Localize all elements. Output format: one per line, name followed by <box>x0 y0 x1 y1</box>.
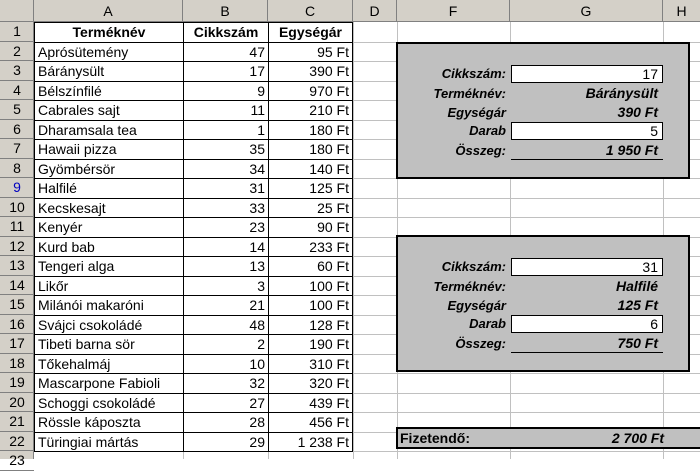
table-row <box>35 257 353 277</box>
unit-price-cell[interactable]: 390 Ft <box>269 62 353 82</box>
item-code-cell[interactable]: 31 <box>184 179 269 199</box>
code-label-1: Cikkszám: <box>441 66 506 81</box>
row-header-5[interactable]: 5 <box>0 100 34 120</box>
unit-price-cell[interactable]: 180 Ft <box>269 120 353 140</box>
lookup-box-1 <box>396 42 690 179</box>
unit-price-cell[interactable]: 90 Ft <box>269 218 353 238</box>
unit-price-cell[interactable]: 25 Ft <box>269 198 353 218</box>
table-row <box>35 413 353 433</box>
table-row <box>35 276 353 296</box>
unit-price-cell[interactable]: 310 Ft <box>269 354 353 374</box>
product-name-cell[interactable]: Mascarpone Fabioli <box>35 374 184 394</box>
row-header-23[interactable]: 23 <box>0 451 34 471</box>
qty-input-1[interactable]: 5 <box>511 122 663 140</box>
column-header-h[interactable]: H <box>676 3 687 19</box>
table-row <box>35 159 353 179</box>
column-header-g[interactable]: G <box>510 0 663 22</box>
unit-price-cell[interactable]: 180 Ft <box>269 140 353 160</box>
sum-value-1: 1 950 Ft <box>511 141 663 160</box>
name-value-2: Halfilé <box>615 278 658 294</box>
row-header-20[interactable]: 20 <box>0 393 34 413</box>
total-payable-bar <box>396 427 700 449</box>
row-header-11[interactable]: 11 <box>0 217 34 237</box>
select-all-corner[interactable] <box>0 0 34 22</box>
code-input-2[interactable]: 31 <box>511 258 663 276</box>
row-header-12[interactable]: 12 <box>0 237 34 257</box>
product-name-cell[interactable]: Tőkehalmáj <box>35 354 184 374</box>
item-code-cell[interactable]: 1 <box>184 120 269 140</box>
row-header-1[interactable]: 1 <box>0 22 34 42</box>
total-value: 2 700 Ft <box>611 430 664 446</box>
name-value-1: Báránysült <box>585 85 658 101</box>
price-value-1: 390 Ft <box>617 104 658 120</box>
table-row <box>35 42 353 62</box>
product-name-cell[interactable]: Likőr <box>35 276 184 296</box>
item-code-cell[interactable]: 13 <box>184 257 269 277</box>
row-header-15[interactable]: 15 <box>0 295 34 315</box>
item-code-cell[interactable]: 48 <box>184 315 269 335</box>
table-row <box>35 335 353 355</box>
product-name-cell[interactable]: Báránysült <box>35 62 184 82</box>
table-row <box>35 198 353 218</box>
product-name-cell[interactable]: Gyömbérsör <box>35 159 184 179</box>
header-item-code[interactable]: Cikkszám <box>184 23 269 43</box>
header-product-name[interactable]: Terméknév <box>35 23 184 43</box>
row-header-3[interactable]: 3 <box>0 61 34 81</box>
row-header-18[interactable]: 18 <box>0 354 34 374</box>
total-label: Fizetendő: <box>400 430 470 446</box>
unit-price-cell[interactable]: 128 Ft <box>269 315 353 335</box>
item-code-cell[interactable]: 14 <box>184 237 269 257</box>
item-code-cell[interactable]: 29 <box>184 432 269 452</box>
item-code-cell[interactable]: 33 <box>184 198 269 218</box>
unit-price-cell[interactable]: 970 Ft <box>269 81 353 101</box>
product-name-cell[interactable]: Kurd bab <box>35 237 184 257</box>
table-row <box>35 432 353 452</box>
row-header-13[interactable]: 13 <box>0 256 34 276</box>
qty-label-2: Darab <box>469 316 506 331</box>
row-header-10[interactable]: 10 <box>0 198 34 218</box>
unit-price-cell[interactable]: 125 Ft <box>269 179 353 199</box>
product-name-cell[interactable]: Rössle káposzta <box>35 413 184 433</box>
item-code-cell[interactable]: 27 <box>184 393 269 413</box>
row-header-17[interactable]: 17 <box>0 334 34 354</box>
item-code-cell[interactable]: 32 <box>184 374 269 394</box>
product-name-cell[interactable]: Tibeti barna sör <box>35 335 184 355</box>
product-name-cell[interactable]: Türingiai mártás <box>35 432 184 452</box>
product-name-cell[interactable]: Schoggi csokoládé <box>35 393 184 413</box>
unit-price-cell[interactable]: 100 Ft <box>269 296 353 316</box>
price-label-1: Egységár <box>447 105 506 120</box>
lookup-box-2 <box>396 235 690 372</box>
code-input-1[interactable]: 17 <box>511 65 663 83</box>
sum-label-2: Összeg: <box>455 336 506 351</box>
unit-price-cell[interactable]: 210 Ft <box>269 101 353 121</box>
sum-value-2: 750 Ft <box>511 334 663 353</box>
row-header-4[interactable]: 4 <box>0 81 34 101</box>
column-header-a[interactable]: A <box>34 0 183 22</box>
sum-label-1: Összeg: <box>455 143 506 158</box>
item-code-cell[interactable]: 3 <box>184 276 269 296</box>
name-label-2: Terméknév: <box>433 279 506 294</box>
table-row <box>35 393 353 413</box>
qty-label-1: Darab <box>469 123 506 138</box>
column-header-d[interactable]: D <box>353 0 397 22</box>
item-code-cell[interactable]: 17 <box>184 62 269 82</box>
table-row <box>35 101 353 121</box>
unit-price-cell[interactable]: 320 Ft <box>269 374 353 394</box>
item-code-cell[interactable]: 23 <box>184 218 269 238</box>
product-name-cell[interactable]: Dharamsala tea <box>35 120 184 140</box>
price-value-2: 125 Ft <box>617 297 658 313</box>
table-row <box>35 179 353 199</box>
unit-price-cell[interactable]: 456 Ft <box>269 413 353 433</box>
table-row <box>35 120 353 140</box>
row-header-16[interactable]: 16 <box>0 315 34 335</box>
item-code-cell[interactable]: 28 <box>184 413 269 433</box>
header-unit-price[interactable]: Egységár <box>269 23 353 43</box>
column-header-b[interactable]: B <box>183 0 268 22</box>
product-name-cell[interactable]: Bélszínfilé <box>35 81 184 101</box>
item-code-cell[interactable]: 34 <box>184 159 269 179</box>
item-code-cell[interactable]: 21 <box>184 296 269 316</box>
unit-price-cell[interactable]: 439 Ft <box>269 393 353 413</box>
product-name-cell[interactable]: Cabrales sajt <box>35 101 184 121</box>
table-row <box>35 140 353 160</box>
unit-price-cell[interactable]: 60 Ft <box>269 257 353 277</box>
unit-price-cell[interactable]: 100 Ft <box>269 276 353 296</box>
item-code-cell[interactable]: 9 <box>184 81 269 101</box>
product-name-cell[interactable]: Hawaii pizza <box>35 140 184 160</box>
item-code-cell[interactable]: 11 <box>184 101 269 121</box>
table-row <box>35 374 353 394</box>
code-label-2: Cikkszám: <box>441 259 506 274</box>
product-name-cell[interactable]: Kecskesajt <box>35 198 184 218</box>
unit-price-cell[interactable]: 140 Ft <box>269 159 353 179</box>
product-name-cell[interactable]: Halfilé <box>35 179 184 199</box>
product-name-cell[interactable]: Tengeri alga <box>35 257 184 277</box>
table-row <box>35 62 353 82</box>
row-header-6[interactable]: 6 <box>0 120 34 140</box>
row-header-9[interactable]: 9 <box>0 178 34 198</box>
table-row <box>35 218 353 238</box>
item-code-cell[interactable]: 47 <box>184 42 269 62</box>
table-row <box>35 296 353 316</box>
table-row <box>35 354 353 374</box>
column-header-c[interactable]: C <box>268 0 353 22</box>
row-header-bar <box>0 22 34 468</box>
row-header-14[interactable]: 14 <box>0 276 34 296</box>
name-label-1: Terméknév: <box>433 86 506 101</box>
table-header-row <box>35 23 353 43</box>
product-name-cell[interactable]: Kenyér <box>35 218 184 238</box>
row-header-21[interactable]: 21 <box>0 412 34 432</box>
unit-price-cell[interactable]: 95 Ft <box>269 42 353 62</box>
row-header-22[interactable]: 22 <box>0 432 34 452</box>
unit-price-cell[interactable]: 1 238 Ft <box>269 432 353 452</box>
product-name-cell[interactable]: Svájci csokoládé <box>35 315 184 335</box>
table-row <box>35 237 353 257</box>
product-name-cell[interactable]: Aprósütemény <box>35 42 184 62</box>
qty-input-2[interactable]: 6 <box>511 315 663 333</box>
table-row <box>35 81 353 101</box>
unit-price-cell[interactable]: 190 Ft <box>269 335 353 355</box>
column-header-f[interactable]: F <box>397 0 510 22</box>
item-code-cell[interactable]: 10 <box>184 354 269 374</box>
row-header-2[interactable]: 2 <box>0 42 34 62</box>
row-header-19[interactable]: 19 <box>0 373 34 393</box>
product-name-cell[interactable]: Milánói makaróni <box>35 296 184 316</box>
row-header-8[interactable]: 8 <box>0 159 34 179</box>
item-code-cell[interactable]: 35 <box>184 140 269 160</box>
unit-price-cell[interactable]: 233 Ft <box>269 237 353 257</box>
column-header-bar <box>0 0 700 22</box>
row-header-7[interactable]: 7 <box>0 139 34 159</box>
item-code-cell[interactable]: 2 <box>184 335 269 355</box>
table-row <box>35 315 353 335</box>
price-label-2: Egységár <box>447 298 506 313</box>
product-table <box>34 22 353 452</box>
